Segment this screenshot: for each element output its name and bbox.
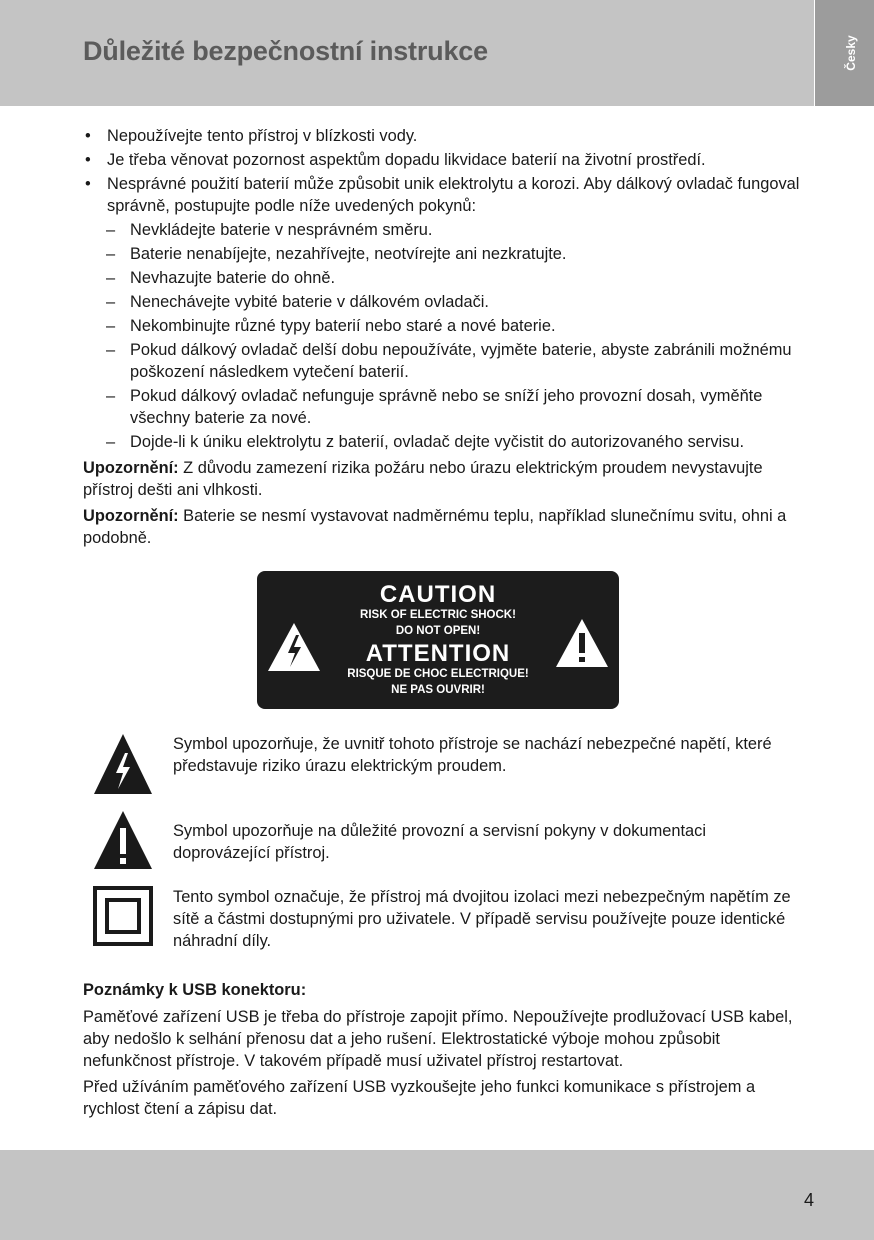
usb-heading: Poznámky k USB konektoru:	[83, 981, 307, 999]
page-title: Důležité bezpečnostní instrukce	[83, 36, 488, 66]
attention-title: ATTENTION	[365, 640, 511, 667]
warning-text: Z důvodu zamezení rizika požáru nebo úrazu elektrickým proudem nevystavujte přístroj dešti ani vlhkosti.	[83, 459, 763, 499]
caution-line: DO NOT OPEN!	[395, 625, 481, 637]
sub-list-item: – Nevkládejte baterie v nesprávném směru.	[83, 219, 803, 241]
instructions-list	[83, 125, 803, 549]
warning-paragraph	[83, 457, 803, 501]
attention-line: RISQUE DE CHOC ELECTRIQUE!	[347, 668, 529, 680]
usb-paragraph: Paměťové zařízení USB je třeba do přístroje zapojit přímo. Nepoužívejte prodlužovací USB kabel, aby nedošlo k selhání přenosu dat a jeho rušení. Elektrostatické výboje mohou způsobit nefunkčnost přístroje. V takovém případě musí uživatel přístroj restartovat.	[83, 1008, 793, 1070]
page-number: 4	[803, 1190, 814, 1210]
page-header	[0, 0, 814, 106]
symbol-description: Tento symbol označuje, že přístroj má dvojitou izolaci mezi nebezpečným napětím ze sítě a částmi dostupnými pro uživatele. V případě servisu používejte pouze identické náhradní díly.	[173, 888, 791, 950]
sub-list-item: – Nevhazujte baterie do ohně.	[83, 267, 803, 289]
warning-label: Upozornění:	[83, 459, 179, 477]
sub-list-item: – Nekombinujte různé typy baterií nebo staré a nové baterie.	[83, 315, 803, 337]
warning-label: Upozornění:	[83, 507, 179, 525]
exclamation-warning-icon	[93, 810, 153, 870]
lightning-warning-icon	[93, 733, 153, 795]
sub-list-item: – Dojde-li k úniku elektrolytu z baterií, ovladač dejte vyčistit do autorizovaného servisu.	[83, 431, 803, 453]
warning-text: Baterie se nesmí vystavovat nadměrnému teplu, například slunečnímu svitu, ohni a podobně.	[83, 507, 787, 547]
caution-title: CAUTION	[379, 581, 497, 608]
usb-paragraph: Před užíváním paměťového zařízení USB vyzkoušejte jeho funkci komunikace s přístrojem a rychlost čtení a zápisu dat.	[83, 1078, 756, 1118]
list-item: • Je třeba věnovat pozornost aspektům dopadu likvidace baterií na životní prostředí.	[83, 149, 803, 171]
sub-list-item: – Pokud dálkový ovladač delší dobu nepoužíváte, vyjměte baterie, abyste zabránili možnému poškození následkem vytečení baterií.	[83, 339, 803, 383]
caution-line: RISK OF ELECTRIC SHOCK!	[360, 609, 516, 621]
page-footer	[0, 1150, 874, 1240]
caution-label	[257, 571, 619, 709]
sub-list-item: – Baterie nenabíjejte, nezahřívejte, neotvírejte ani nezkratujte.	[83, 243, 803, 265]
attention-line: NE PAS OUVRIR!	[391, 684, 485, 696]
warning-paragraph	[83, 505, 803, 549]
language-tab	[815, 0, 874, 106]
symbol-description: Symbol upozorňuje na důležité provozní a servisní pokyny v dokumentaci doprovázející přístroj.	[173, 822, 706, 862]
double-insulation-icon	[93, 886, 153, 946]
symbol-description: Symbol upozorňuje, že uvnitř tohoto přístroje se nachází nebezpečné napětí, které představuje riziko úrazu elektrickým proudem.	[173, 735, 772, 775]
usb-notes	[83, 979, 803, 1124]
list-item: • Nesprávné použití baterií může způsobit unik elektrolytu a korozi. Aby dálkový ovladač fungoval správně, postupujte podle níže uvedených pokynů:	[83, 173, 803, 217]
list-item: • Nepoužívejte tento přístroj v blízkosti vody.	[83, 125, 803, 147]
sub-list-item: – Nenechávejte vybité baterie v dálkovém ovladači.	[83, 291, 803, 313]
language-label: Česky	[844, 35, 858, 71]
sub-list-item: – Pokud dálkový ovladač nefunguje správně nebo se sníží jeho provozní dosah, vyměňte všechny baterie za nové.	[83, 385, 803, 429]
